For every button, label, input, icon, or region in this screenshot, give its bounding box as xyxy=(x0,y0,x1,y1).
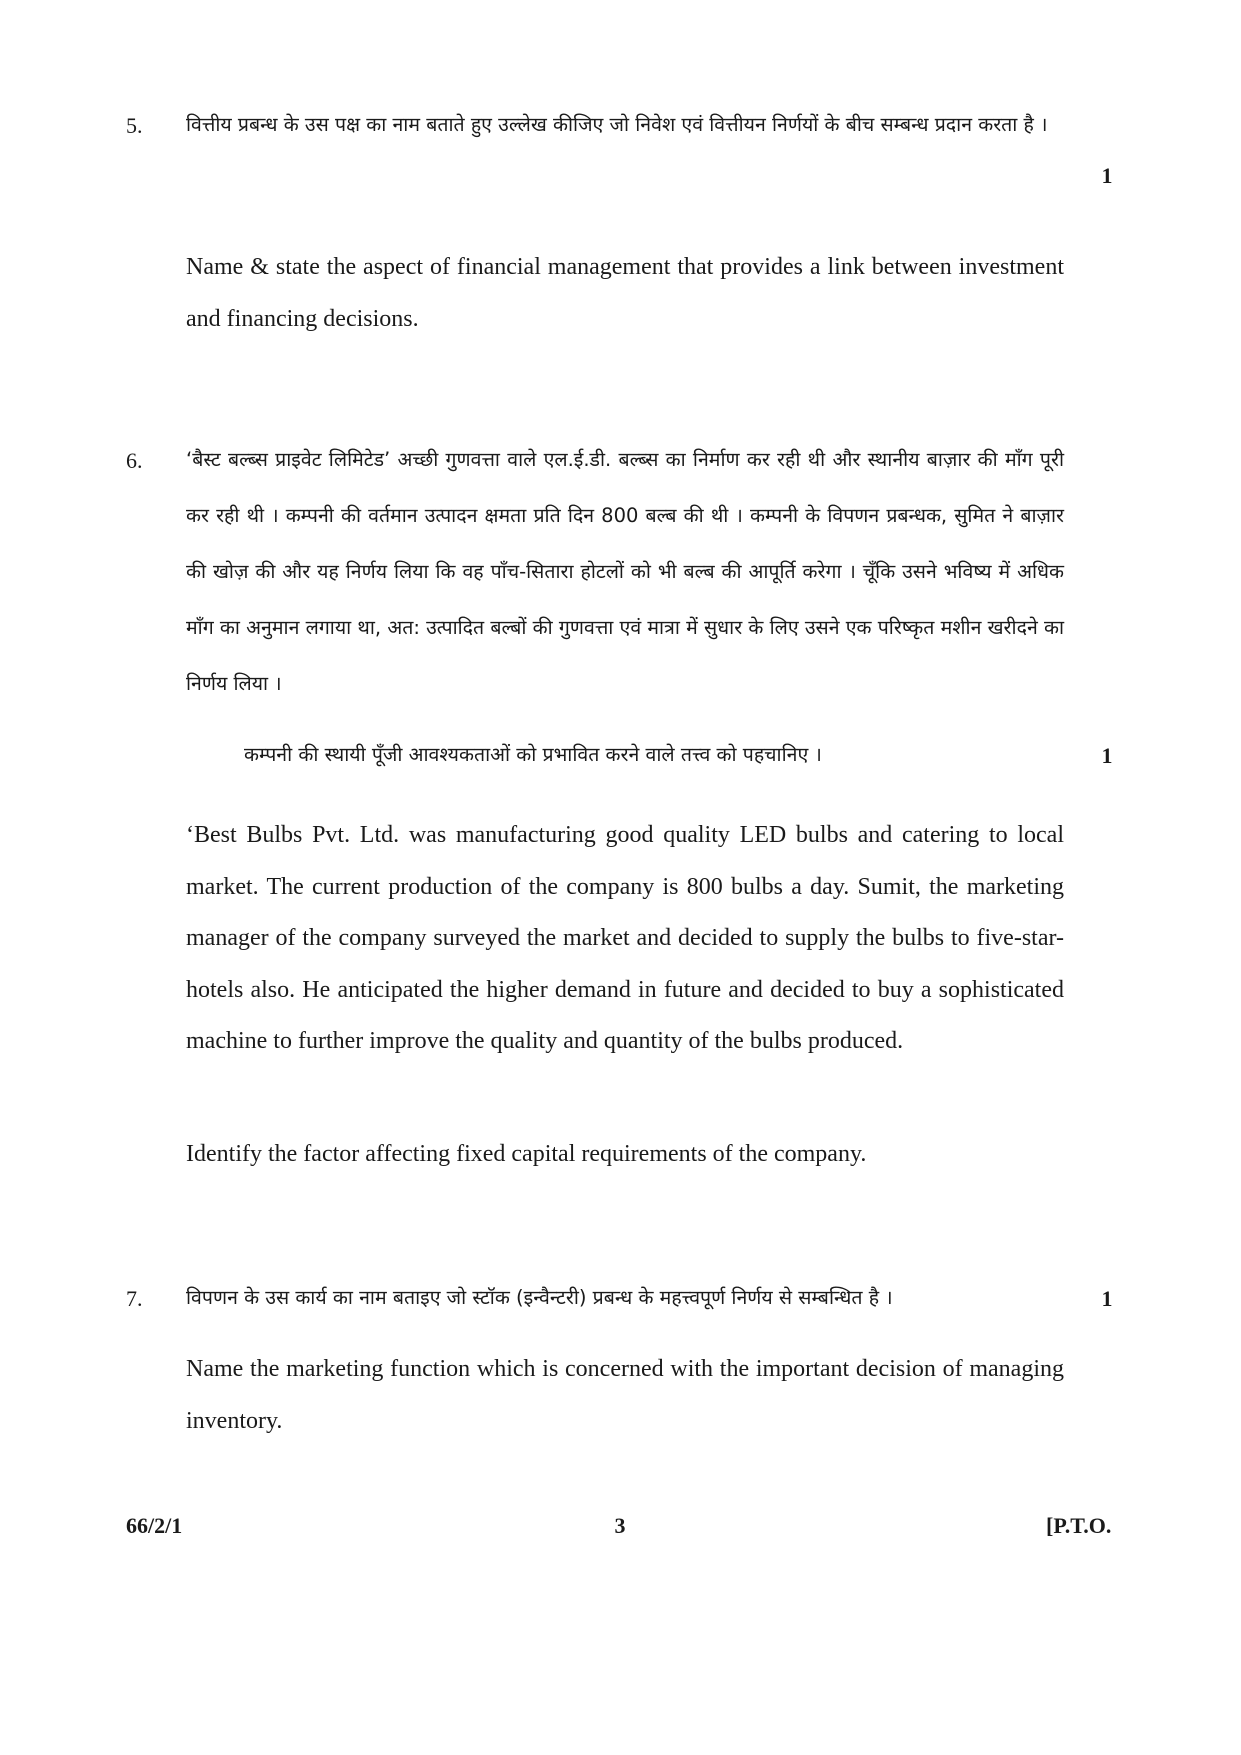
question-6-marks: 1 xyxy=(1101,743,1113,768)
question-7-hindi-text: विपणन के उस कार्य का नाम बताइए जो स्टॉक (इन्वैन्टरी) प्रबन्ध के महत्त्वपूर्ण निर्णय से सम्बन्धित है । xyxy=(186,1286,893,1309)
question-5-english-text: Name & state the aspect of financial management that provides a link between investment and financing decisions. xyxy=(186,254,1064,332)
question-6-english-passage: ‘Best Bulbs Pvt. Ltd. was manufacturing good quality LED bulbs and catering to local market. The current production of the company is 800 bulbs a day. Sumit, the marketing manager of the company surveyed the market and decided to supply the bulbs to five-star-hotels also. He anticipated the higher demand in future and decided to buy a sophisticated machine to further improve the quality and quantity of the bulbs produced. xyxy=(186,822,1064,1054)
question-5-marks: 1 xyxy=(1101,163,1113,188)
question-7-number: 7. xyxy=(126,1286,143,1311)
question-6-hindi-passage: ‘बैस्ट बल्ब्स प्राइवेट लिमिटेड’ अच्छी गुणवत्ता वाले एल.ई.डी. बल्ब्स का निर्माण कर रही थी और स्थानीय बाज़ार की माँग पूरी कर रही थी । कम्पनी की वर्तमान उत्पादन क्षमता प्रति दिन 800 बल्ब की थी । कम्पनी के विपणन प्रबन्धक, सुमित ने बाज़ार की खोज़ की और यह निर्णय लिया कि वह पाँच-सितारा होटलों को भी बल्ब की आपूर्ति करेगा । चूँकि उसने भविष्य में अधिक माँग का अनुमान लगाया था, अत: उत्पादित बल्बों की गुणवत्ता एवं मात्रा में सुधार के लिए उसने एक परिष्कृत मशीन खरीदने का निर्णय लिया । xyxy=(186,448,1064,695)
paper-code: 66/2/1 xyxy=(126,1513,183,1538)
question-5-hindi-text: वित्तीय प्रबन्ध के उस पक्ष का नाम बताते हुए उल्लेख कीजिए जो निवेश एवं वित्तीयन निर्णयों के बीच सम्बन्ध प्रदान करता है । xyxy=(186,113,1048,136)
question-6-hindi-question: कम्पनी की स्थायी पूँजी आवश्यकताओं को प्रभावित करने वाले तत्त्व को पहचानिए । xyxy=(244,743,822,766)
question-5-number: 5. xyxy=(126,113,143,138)
question-6-english-question: Identify the factor affecting fixed capital requirements of the company. xyxy=(186,1141,867,1167)
question-6-number: 6. xyxy=(126,448,143,473)
question-7-marks: 1 xyxy=(1101,1286,1113,1311)
question-7-english-text: Name the marketing function which is concerned with the important decision of managing inventory. xyxy=(186,1356,1064,1434)
page-number: 3 xyxy=(614,1513,626,1538)
please-turn-over: [P.T.O. xyxy=(1046,1513,1112,1538)
